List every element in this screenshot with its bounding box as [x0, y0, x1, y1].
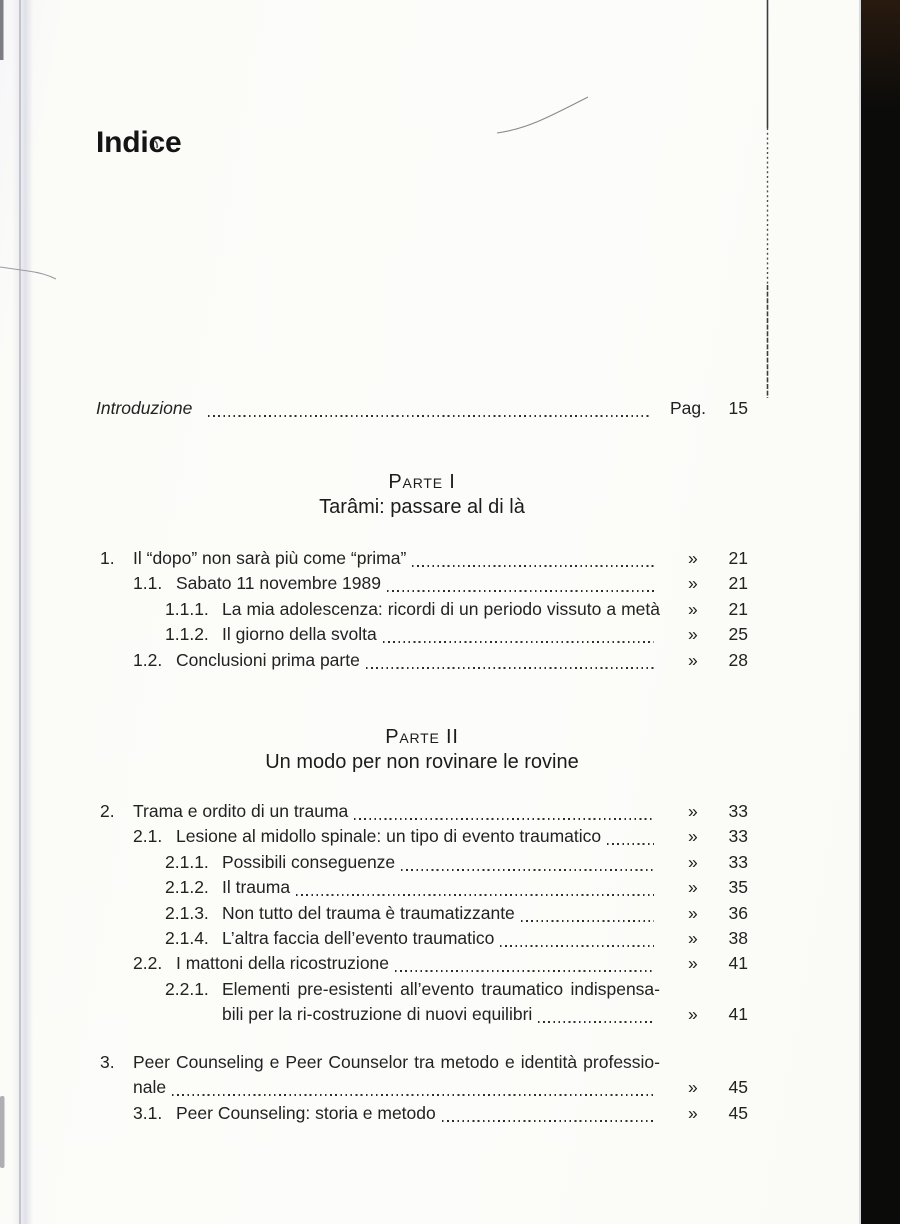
row-text: Trama e ordito di un trauma	[133, 801, 349, 821]
toc-row	[96, 926, 748, 951]
dot-leader	[538, 1002, 654, 1027]
row-number: 3.	[100, 1052, 115, 1072]
dot-leader	[500, 926, 654, 951]
toc-row	[96, 571, 748, 596]
page-number: 41	[728, 1004, 748, 1025]
page-number: 45	[728, 1102, 748, 1123]
row-number: 2.1.4.	[165, 928, 209, 949]
dot-leader	[387, 571, 654, 596]
ref-mark: »	[688, 902, 698, 923]
row-label	[100, 546, 406, 571]
page-number: 33	[728, 826, 748, 847]
dot-leader	[395, 951, 654, 976]
row-label	[133, 648, 360, 673]
toc-row	[96, 850, 748, 875]
row-text: L’altra faccia dell’evento traumatico	[222, 928, 495, 949]
page-title: Indice	[96, 126, 182, 160]
dot-leader	[412, 546, 654, 571]
ref-mark: »	[688, 877, 698, 898]
page-abbrev: Pag.	[670, 398, 706, 418]
ref-mark: »	[688, 1004, 698, 1025]
scan-black-edge	[861, 0, 900, 1224]
page-number: 21	[728, 548, 748, 568]
ref-mark: »	[688, 826, 698, 847]
toc-row	[96, 546, 748, 571]
ref-mark: »	[688, 801, 698, 821]
page-crease	[12, 0, 36, 1224]
toc-row	[96, 1002, 748, 1027]
row-label	[165, 622, 377, 647]
dot-leader	[401, 850, 654, 875]
row-number: 2.1.	[133, 826, 163, 847]
row-label	[133, 951, 389, 976]
row-text: Il giorno della svolta	[222, 624, 377, 645]
dot-leader	[172, 1075, 654, 1100]
part-heading: Parte II	[385, 726, 459, 748]
dot-leader	[354, 799, 654, 824]
row-text: Conclusioni prima parte	[176, 649, 360, 670]
row-number: 1.1.1.	[165, 598, 209, 619]
row-text: Lesione al midollo spinale: un tipo di evento traumatico	[176, 826, 602, 847]
row-label	[100, 1050, 660, 1075]
page-number: 21	[728, 598, 748, 619]
edge-sliver-artifact	[0, 0, 4, 60]
row-number: 2.2.1.	[165, 978, 209, 999]
part-1-header	[96, 470, 748, 521]
row-text: Sabato 11 novembre 1989	[176, 573, 381, 594]
ref-mark: »	[688, 649, 698, 670]
toc-row	[96, 799, 748, 824]
row-label	[96, 396, 192, 421]
row-text: bili per la ri-costruzione di nuovi equilibri	[222, 1004, 533, 1025]
row-text: nale	[133, 1077, 167, 1098]
page-number: 41	[728, 953, 748, 974]
page-number: 33	[728, 851, 748, 872]
toc-row	[96, 1050, 748, 1075]
page-number	[706, 1050, 748, 1075]
row-text: Il “dopo” non sarà più come “prima”	[133, 548, 407, 568]
row-label	[222, 1002, 532, 1027]
row-number: 2.	[100, 801, 115, 821]
row-number: 3.1.	[133, 1102, 163, 1123]
part-subtitle: Tarâmi: passare al di là	[319, 496, 525, 518]
toc-row	[96, 1075, 748, 1100]
toc-row	[96, 1101, 748, 1126]
row-label	[165, 597, 660, 622]
page-number: 38	[728, 928, 748, 949]
ref-mark: »	[688, 624, 698, 645]
row-number: 2.2.	[133, 953, 163, 974]
ref-mark: »	[688, 953, 698, 974]
toc-group-1	[96, 546, 748, 673]
ref-mark: »	[688, 1102, 698, 1123]
ref-mark: »	[688, 851, 698, 872]
intro-block	[96, 396, 748, 421]
row-text: Peer Counseling e Peer Counselor tra metodo e identità professio-	[133, 1052, 660, 1072]
ref-mark: »	[688, 573, 698, 594]
ref-mark: »	[688, 548, 698, 568]
page-number: 33	[728, 801, 748, 821]
row-text: Il trauma	[222, 877, 291, 898]
page-number: 25	[728, 624, 748, 645]
ref-mark	[660, 1050, 706, 1075]
row-text: Introduzione	[96, 398, 193, 418]
dot-leader	[607, 824, 654, 849]
part-heading: Parte I	[388, 471, 456, 493]
hairline-artifact	[497, 97, 588, 133]
row-number: 1.	[100, 548, 115, 568]
ref-mark	[660, 977, 706, 1002]
row-label	[100, 799, 348, 824]
toc-row	[96, 977, 748, 1002]
page-crease-line	[19, 0, 21, 1224]
part-2-header	[96, 725, 748, 776]
row-number: 2.1.3.	[165, 902, 209, 923]
dot-leader	[296, 875, 654, 900]
row-label	[133, 824, 601, 849]
part-subtitle: Un modo per non rovinare le rovine	[265, 751, 579, 773]
row-number: 2.1.1.	[165, 851, 209, 872]
row-label	[165, 875, 290, 900]
row-text: Non tutto del trauma è traumatizzante	[222, 902, 515, 923]
row-text: La mia adolescenza: ricordi di un periodo vissuto a metà	[222, 598, 660, 619]
toc-row	[96, 824, 748, 849]
page-number: 36	[728, 902, 748, 923]
page-number: 21	[728, 573, 748, 594]
dot-leader	[208, 396, 650, 421]
dot-leader	[521, 901, 654, 926]
row-number: 1.1.2.	[165, 624, 209, 645]
toc-row	[96, 597, 748, 622]
toc-row	[96, 622, 748, 647]
row-label	[165, 977, 660, 1002]
row-number: 1.2.	[133, 649, 163, 670]
dot-leader	[366, 648, 654, 673]
row-label	[165, 901, 515, 926]
ref-mark: »	[688, 928, 698, 949]
row-text: Elementi pre-esistenti all’evento traumatico indispensa-	[222, 978, 660, 999]
edge-sliver-artifact	[0, 1096, 5, 1168]
page-number	[706, 977, 748, 1002]
ref-mark: »	[688, 598, 698, 619]
row-number: 2.1.2.	[165, 877, 209, 898]
row-number: 1.1.	[133, 573, 163, 594]
page-number: 35	[728, 877, 748, 898]
ref-mark: »	[688, 1077, 698, 1098]
toc-row	[96, 901, 748, 926]
page-number: 45	[728, 1077, 748, 1098]
row-label	[133, 571, 381, 596]
intro-entry	[96, 396, 748, 421]
dot-leader	[383, 622, 654, 647]
toc-group-2	[96, 799, 748, 1028]
row-label	[165, 850, 395, 875]
toc-row	[96, 875, 748, 900]
toc-row	[96, 951, 748, 976]
page-number: 28	[728, 649, 748, 670]
dot-leader	[442, 1101, 654, 1126]
page-number: 15	[728, 398, 748, 418]
row-label	[165, 926, 494, 951]
row-text: Peer Counseling: storia e metodo	[176, 1102, 436, 1123]
toc-group-3	[96, 1050, 748, 1126]
row-label	[133, 1075, 166, 1100]
row-label	[133, 1101, 436, 1126]
row-text: Possibili conseguenze	[222, 851, 396, 872]
row-text: I mattoni della ricostruzione	[176, 953, 390, 974]
toc-row	[96, 648, 748, 673]
